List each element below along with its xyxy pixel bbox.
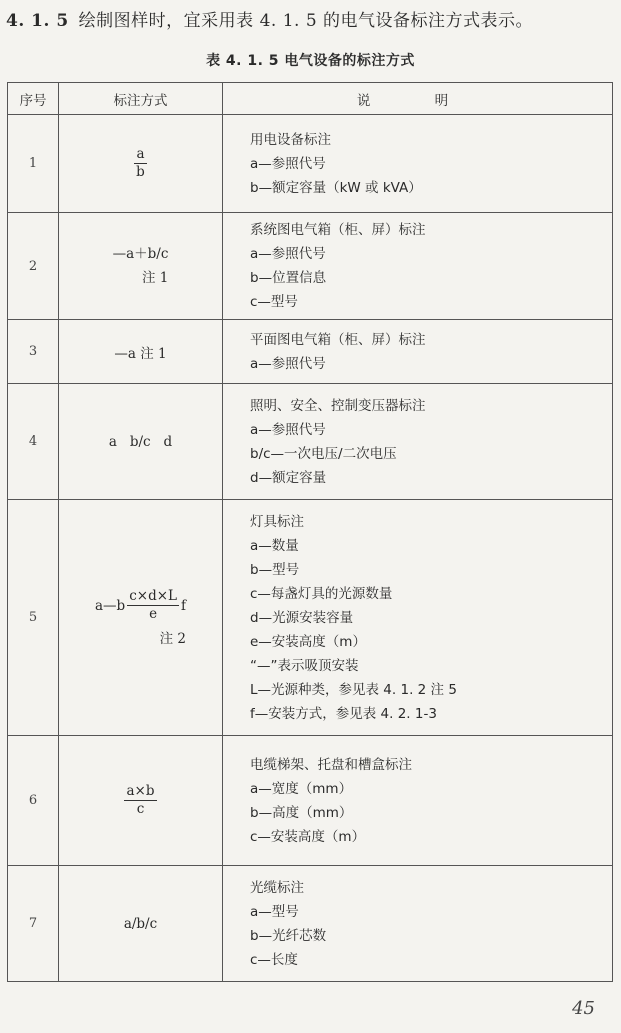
row-seq: 7	[8, 866, 59, 982]
row-notation: a/b/c	[59, 866, 223, 982]
table-header-row	[8, 83, 613, 115]
row-seq: 1	[8, 115, 59, 213]
row-notation: a b/c d	[59, 384, 223, 500]
row-description: 系统图电气箱（柜、屏）标注 a—参照代号 b—位置信息 c—型号	[223, 213, 613, 320]
table-row	[8, 115, 613, 213]
row-seq: 2	[8, 213, 59, 320]
row-description: 光缆标注 a—型号 b—光纤芯数 c—长度	[223, 866, 613, 982]
row-description: 灯具标注 a—数量 b—型号 c—每盏灯具的光源数量 d—光源安装容量 e—安装高度（m） “—”表示吸顶安装 L—光源种类，参见表 4. 1. 2 注 5 f—安装方式，参见表 4. 2. 1-3	[223, 500, 613, 736]
fraction: $\frac{a}{b}$	[136, 146, 145, 180]
intro-paragraph	[6, 6, 533, 31]
page-number: 45	[572, 998, 595, 1019]
fraction: $\frac{c\times d\times L}{e}$	[129, 588, 177, 622]
row-seq: 5	[8, 500, 59, 736]
table-row	[8, 736, 613, 866]
header-notation: 标注方式	[59, 83, 223, 115]
row-notation	[59, 736, 223, 866]
row-seq: 4	[8, 384, 59, 500]
table-row	[8, 500, 613, 736]
table-row	[8, 866, 613, 982]
row-notation	[59, 115, 223, 213]
intro-text: 绘制图样时，宜采用表 4. 1. 5 的电气设备标注方式表示。	[78, 11, 534, 31]
row-description: 照明、安全、控制变压器标注 a—参照代号 b/c—一次电压/二次电压 d—额定容量	[223, 384, 613, 500]
row-description: 平面图电气箱（柜、屏）标注 a—参照代号	[223, 320, 613, 384]
row-seq: 6	[8, 736, 59, 866]
notation-table	[7, 82, 613, 982]
row-notation: a—b $\frac{c\times d\times L}{e}$ f 注 2	[59, 500, 223, 736]
row-notation: —a 注 1	[59, 320, 223, 384]
fraction: $\frac{a\times b}{c}$	[126, 783, 155, 817]
header-seq: 序号	[8, 83, 59, 115]
section-number: 4. 1. 5	[6, 11, 69, 31]
table-row	[8, 384, 613, 500]
header-desc: 说 明	[223, 83, 613, 115]
row-seq: 3	[8, 320, 59, 384]
row-notation: —a＋b/c 注 1	[59, 213, 223, 320]
table-row	[8, 213, 613, 320]
row-description: 用电设备标注 a—参照代号 b—额定容量（kW 或 kVA）	[223, 115, 613, 213]
table-row	[8, 320, 613, 384]
table-caption: 表 4. 1. 5 电气设备的标注方式	[206, 53, 415, 69]
row-description: 电缆梯架、托盘和槽盒标注 a—宽度（mm） b—高度（mm） c—安装高度（m）	[223, 736, 613, 866]
